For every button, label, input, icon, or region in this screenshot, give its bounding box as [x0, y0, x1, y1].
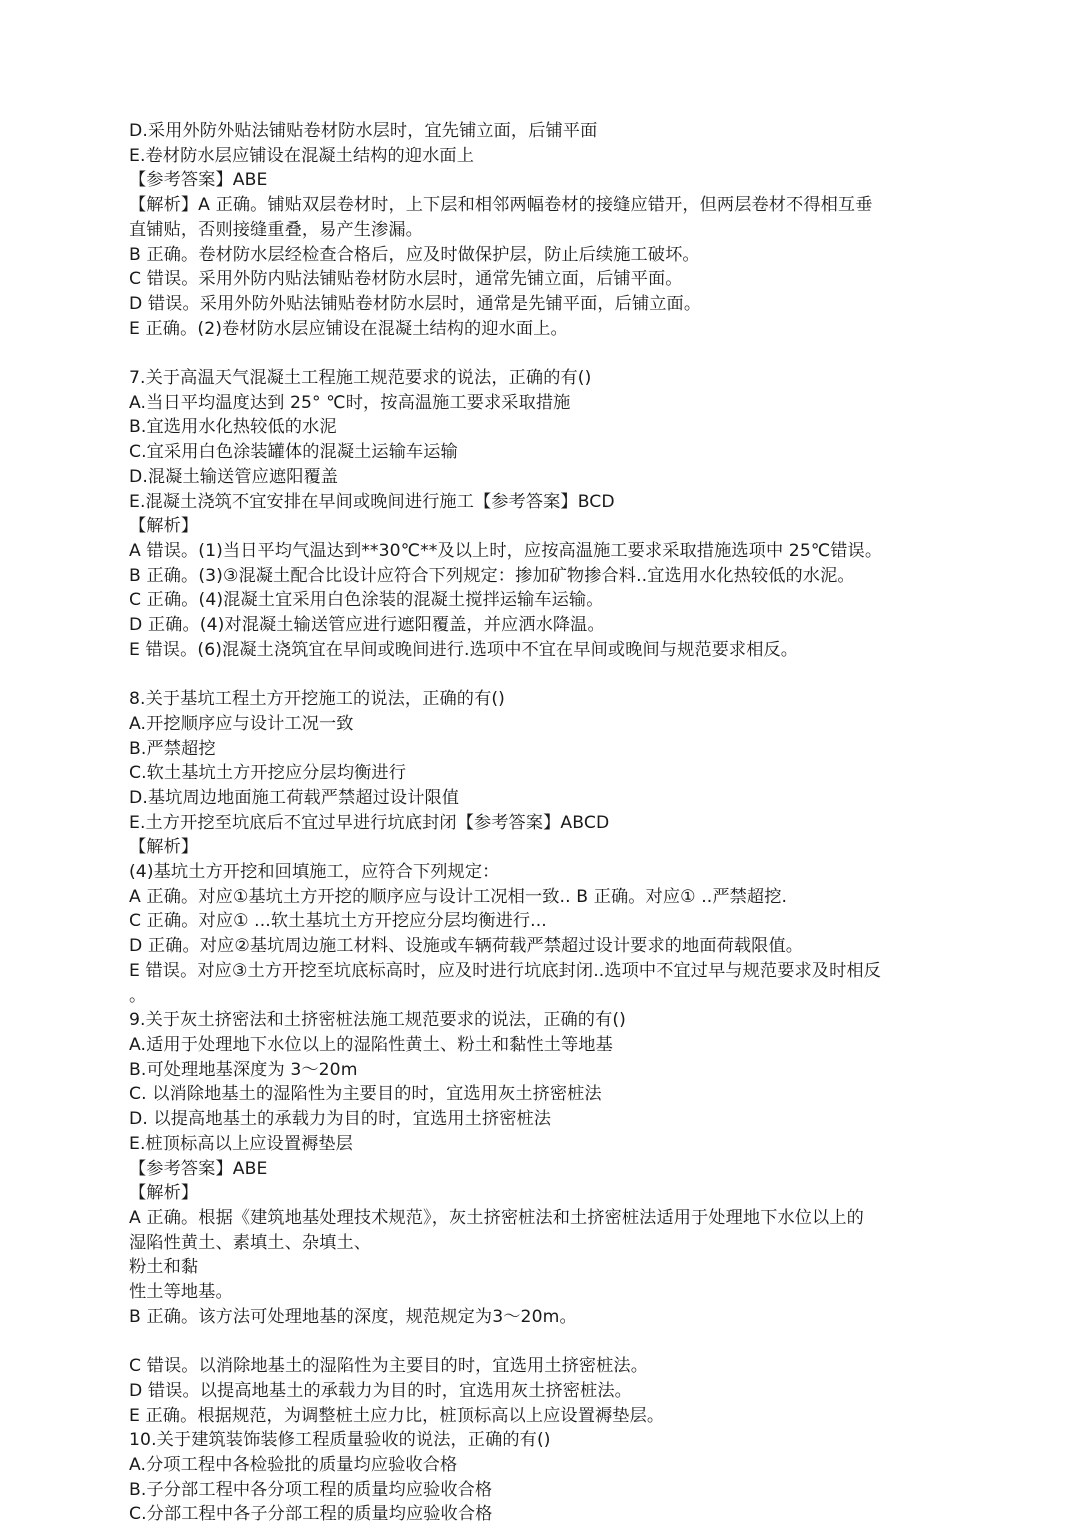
- text-line: B 正确。卷材防水层经检查合格后，应及时做保护层，防止后续施工破坏。: [129, 244, 700, 265]
- analysis-heading: 【解析】: [129, 516, 199, 537]
- text-line: E 正确。根据规范，为调整桩土应力比，桩顶标高以上应设置褥垫层。: [129, 1405, 665, 1426]
- text-line: C 错误。采用外防内贴法铺贴卷材防水层时，通常先铺立面，后铺平面。: [129, 269, 683, 290]
- option-line: A.开挖顺序应与设计工况一致: [129, 713, 354, 734]
- text-line: 。: [129, 985, 147, 1006]
- text-line: C 正确。对应① ...软土基坑土方开挖应分层均衡进行...: [129, 911, 547, 932]
- text-line: E 错误。对应③土方开挖至坑底标高时，应及时进行坑底封闭..选项中不宜过早与规范要求及时相反: [129, 960, 881, 981]
- blank-line: [129, 662, 970, 687]
- option-line: A.分项工程中各检验批的质量均应验收合格: [129, 1454, 458, 1475]
- text-line: 直铺贴，否则接缝重叠，易产生渗漏。: [129, 219, 423, 240]
- option-line: B.宜选用水化热较低的水泥: [129, 417, 337, 438]
- text-line: 湿陷性黄土、素填土、杂填土、: [129, 1232, 372, 1253]
- option-line: C.软土基坑土方开挖应分层均衡进行: [129, 763, 406, 784]
- question-title-9: 9.关于灰土挤密法和土挤密桩法施工规范要求的说法，正确的有(): [129, 1010, 626, 1031]
- blank-line: [129, 341, 970, 366]
- text-line: A 正确。根据《建筑地基处理技术规范》，灰土挤密桩法和土挤密桩法适用于处理地下水位以上的: [129, 1207, 864, 1228]
- text-line: D.采用外防外贴法铺贴卷材防水层时，宜先铺立面，后铺平面: [129, 121, 598, 141]
- option-line: E.桩顶标高以上应设置褥垫层: [129, 1133, 353, 1154]
- option-line: B.可处理地基深度为 3～20m: [129, 1059, 358, 1080]
- answer-line: 【参考答案】ABE: [129, 170, 268, 191]
- option-line: D. 以提高地基土的承载力为目的时，宜选用土挤密桩法: [129, 1109, 552, 1130]
- text-line: A 错误。(1)当日平均气温达到**30℃**及以上时，应按高温施工要求采取措施选项中 25℃错误。: [129, 540, 883, 561]
- question-title-10: 10.关于建筑装饰装修工程质量验收的说法，正确的有(): [129, 1430, 551, 1451]
- text-line: E 正确。(2)卷材防水层应铺设在混凝土结构的迎水面上。: [129, 318, 568, 339]
- option-line: C.分部工程中各子分部工程的质量均应验收合格: [129, 1504, 493, 1525]
- analysis-heading: 【解析】: [129, 1183, 199, 1204]
- text-line: D 错误。采用外防外贴法铺贴卷材防水层时，通常是先铺平面，后铺立面。: [129, 293, 702, 314]
- text-line: D 正确。对应②基坑周边施工材料、设施或车辆荷载严禁超过设计要求的地面荷载限值。: [129, 936, 804, 957]
- option-line: D.混凝土输送管应遮阳覆盖: [129, 466, 339, 487]
- text-line: D 正确。(4)对混凝土输送管应进行遮阳覆盖，并应洒水降温。: [129, 615, 605, 636]
- text-line: E.卷材防水层应铺设在混凝土结构的迎水面上: [129, 145, 474, 166]
- text-line: 粉土和黏: [129, 1257, 199, 1278]
- analysis-heading: 【解析】: [129, 837, 199, 858]
- text-line: B 正确。该方法可处理地基的深度，规范规定为3～20m。: [129, 1306, 577, 1327]
- option-line: B.子分部工程中各分项工程的质量均应验收合格: [129, 1479, 493, 1500]
- text-line: D 错误。以提高地基土的承载力为目的时，宜选用灰土挤密桩法。: [129, 1380, 632, 1401]
- text-line: 性土等地基。: [129, 1282, 233, 1303]
- option-line: D.基坑周边地面施工荷载严禁超过设计限值: [129, 787, 460, 808]
- option-line: E.混凝土浇筑不宜安排在早间或晚间进行施工【参考答案】BCD: [129, 491, 615, 512]
- text-line: C 正确。(4)混凝土宜采用白色涂装的混凝土搅拌运输车运输。: [129, 590, 604, 611]
- option-line: B.严禁超挖: [129, 738, 216, 759]
- answer-line: 【参考答案】ABE: [129, 1158, 268, 1179]
- analysis-line: 【解析】A 正确。铺贴双层卷材时，上下层和相邻两幅卷材的接缝应错开，但两层卷材不得相互垂: [129, 195, 873, 216]
- text-line: B 正确。(3)③混凝土配合比设计应符合下列规定：掺加矿物掺合料..宜选用水化热较低的水泥。: [129, 565, 855, 586]
- text-line: (4)基坑土方开挖和回填施工，应符合下列规定：: [129, 862, 500, 883]
- option-line: C.宜采用白色涂装罐体的混凝土运输车运输: [129, 442, 458, 463]
- text-line: C 错误。以消除地基土的湿陷性为主要目的时，宜选用土挤密桩法。: [129, 1356, 649, 1377]
- text-line: A 正确。对应①基坑土方开挖的顺序应与设计工况相一致.. B 正确。对应① ..严禁超挖.: [129, 886, 788, 907]
- option-line: A.当日平均温度达到 25° ℃时，按高温施工要求采取措施: [129, 392, 571, 413]
- option-line: C. 以消除地基土的湿陷性为主要目的时，宜选用灰土挤密桩法: [129, 1084, 602, 1105]
- blank-line: [129, 1329, 970, 1354]
- question-title-8: 8.关于基坑工程土方开挖施工的说法，正确的有(): [129, 689, 505, 710]
- question-title-7: 7.关于高温天气混凝土工程施工规范要求的说法，正确的有(): [129, 368, 592, 389]
- option-line: A.适用于处理地下水位以上的湿陷性黄土、粉土和黏性土等地基: [129, 1034, 613, 1055]
- text-line: E 错误。(6)混凝土浇筑宜在早间或晚间进行.选项中不宜在早间或晚间与规范要求相反。: [129, 639, 799, 660]
- option-line: E.土方开挖至坑底后不宜过早进行坑底封闭【参考答案】ABCD: [129, 812, 610, 833]
